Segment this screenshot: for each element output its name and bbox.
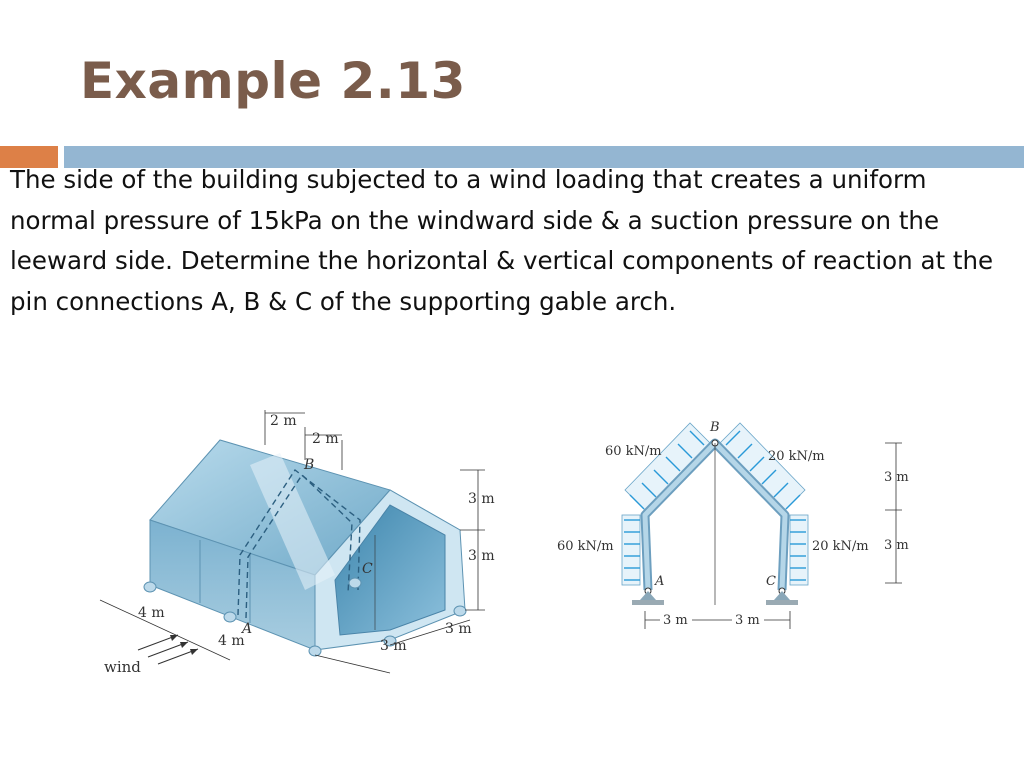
- frame-figure: [550, 415, 930, 640]
- frame-label-c: C: [766, 574, 776, 589]
- dim-base-right: 3 m: [735, 613, 760, 628]
- building-figure: [90, 405, 510, 685]
- slide-title: Example 2.13: [80, 52, 466, 110]
- frame-label-a: A: [655, 574, 665, 589]
- load-left-wall: 60 kN/m: [557, 539, 614, 554]
- dim-right-high: 3 m: [445, 621, 472, 637]
- label-b: B: [304, 457, 315, 473]
- dim-front-mid: 4 m: [218, 633, 245, 649]
- dim-height-upper: 3 m: [468, 491, 495, 507]
- label-a: A: [242, 621, 253, 637]
- dim-top-left: 2 m: [270, 413, 297, 429]
- frame-label-b: B: [710, 420, 720, 435]
- dim-height-lower: 3 m: [468, 548, 495, 564]
- dim-top-right: 2 m: [312, 431, 339, 447]
- problem-statement: The side of the building subjected to a wind loading that creates a uniform normal pressure of 15kPa on the windward side & a suction pressure on the leeward side. Determine the horizontal & vertical components of reaction at the pin connections A, B & C of the supporting gable arch.: [10, 165, 994, 316]
- dim-lower: 3 m: [884, 538, 909, 553]
- dim-right-low: 3 m: [380, 638, 407, 654]
- wind-label: wind: [104, 658, 141, 676]
- label-c: C: [362, 561, 373, 577]
- dim-upper: 3 m: [884, 470, 909, 485]
- load-right-wall: 20 kN/m: [812, 539, 869, 554]
- load-right-roof: 20 kN/m: [768, 449, 825, 464]
- load-left-roof: 60 kN/m: [605, 444, 662, 459]
- dim-base-left: 3 m: [663, 613, 688, 628]
- dim-front-left: 4 m: [138, 605, 165, 621]
